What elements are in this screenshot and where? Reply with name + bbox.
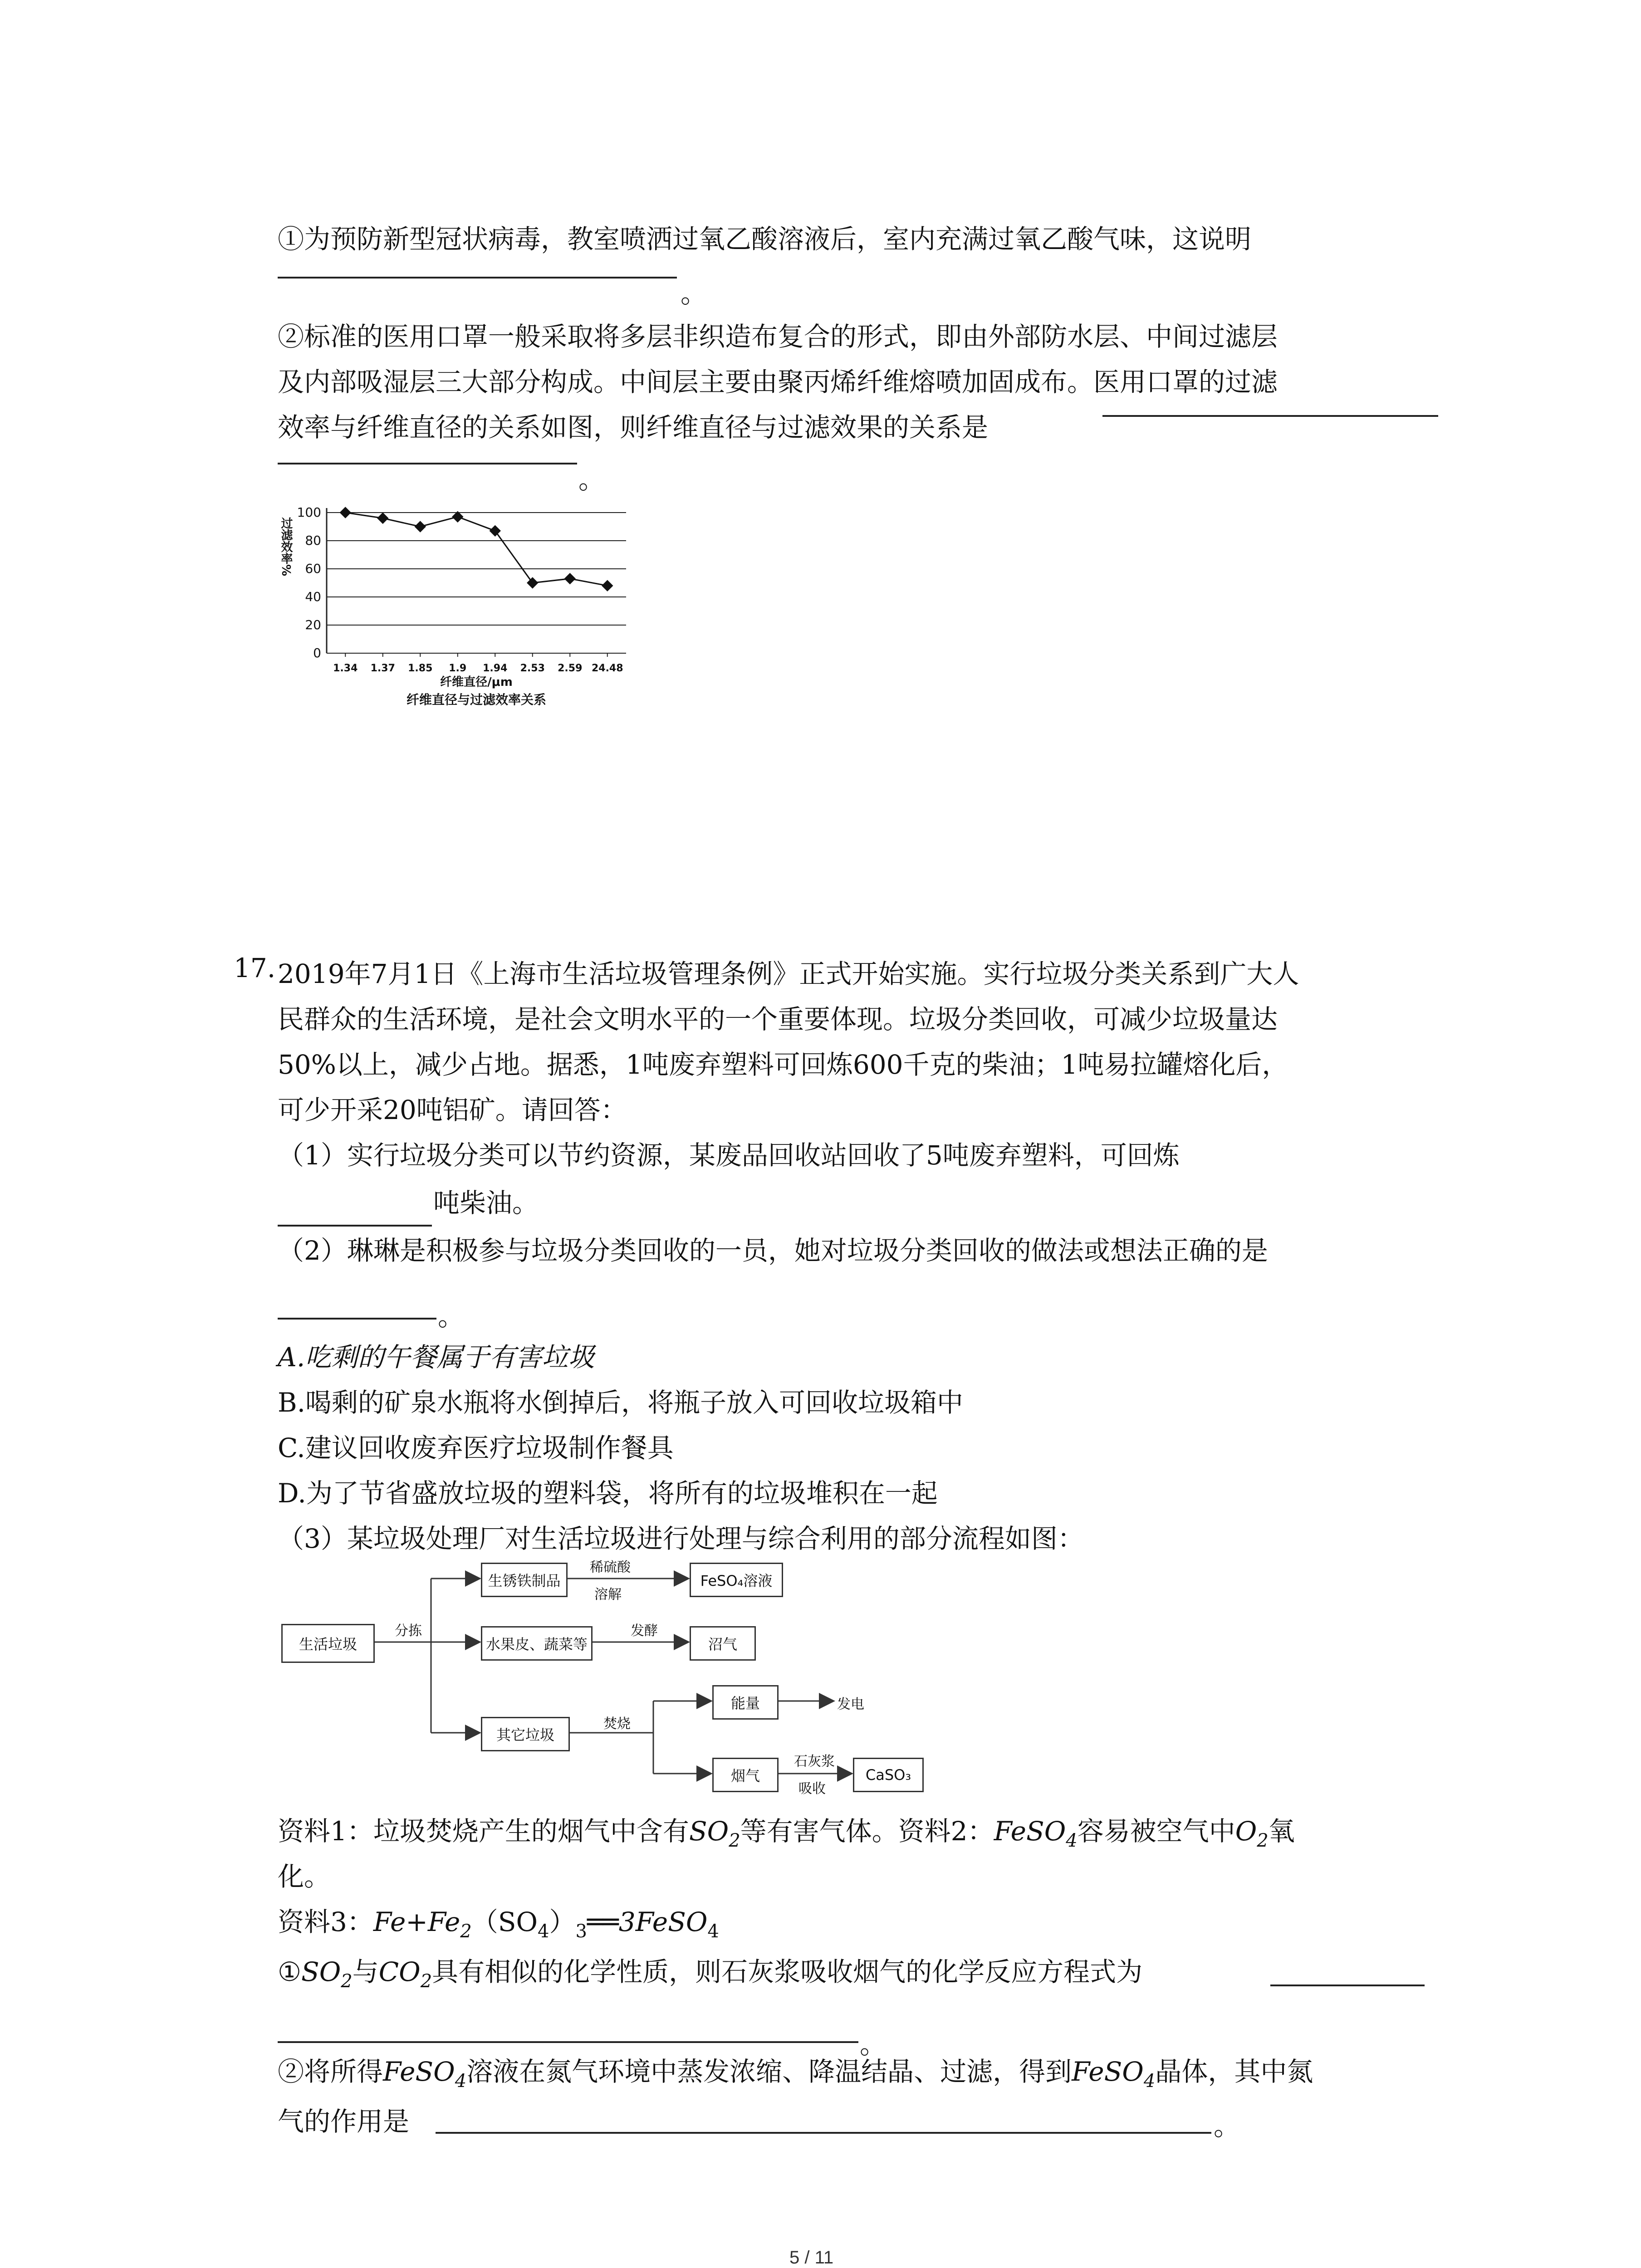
- q17-number: 17.: [234, 953, 276, 983]
- y-tick-label: 40: [305, 589, 321, 604]
- flow-b2-label: 发酵: [631, 1623, 658, 1639]
- flow-b3-out1-next: 发电: [837, 1696, 864, 1712]
- q3-1-c: 具有相似的化学性质，则石灰浆吸收烟气的化学反应方程式为: [432, 1956, 1143, 1987]
- q3-1-b: 与: [352, 1956, 379, 1987]
- q16-2-line1: ②标准的医用口罩一般采取将多层非织造布复合的形式，即由外部防水层、中间过滤层: [278, 321, 1278, 352]
- res3-eq: $Fe+Fe_2$: [373, 1906, 472, 1942]
- q17-sub3-line1: （3）某垃圾处理厂对生活垃圾进行处理与综合利用的部分流程如图：: [278, 1523, 1084, 1554]
- q16-2-end: 。: [578, 464, 605, 495]
- q17-sub2-end: 。: [438, 1301, 465, 1332]
- page-number: 5 / 11: [789, 2248, 834, 2268]
- answer-blank-17-3-2[interactable]: [436, 2132, 1211, 2134]
- data-point: [527, 577, 538, 588]
- y-tick-label: 0: [313, 645, 321, 660]
- q17-sub2-line1: （2）琳琳是积极参与垃圾分类回收的一员，她对垃圾分类回收的做法或想法正确的是: [278, 1235, 1268, 1266]
- res3-c: ）: [549, 1906, 576, 1937]
- q17-intro-line1: 2019年7月1日《上海市生活垃圾管理条例》正式开始实施。实行垃圾分类关系到广大人: [278, 958, 1299, 989]
- option-a: A.吃剩的午餐属于有害垃圾: [278, 1342, 595, 1373]
- flow-sort-label: 分拣: [395, 1623, 422, 1639]
- answer-blank-16-2a[interactable]: [1102, 415, 1438, 417]
- q16-1-end: 。: [681, 278, 707, 309]
- res3-a: 资料3：: [278, 1906, 373, 1937]
- q17-intro-line4: 可少开采20吨铝矿。请回答：: [278, 1095, 627, 1125]
- data-point: [415, 521, 426, 532]
- flow-b3-out2: 烟气: [712, 1758, 779, 1792]
- y-tick-label: 80: [305, 533, 321, 548]
- flow-b3-box: 其它垃圾: [481, 1717, 570, 1751]
- q16-2-line3: 效率与纤维直径的关系如图，则纤维直径与过滤效果的关系是: [278, 412, 989, 443]
- flow-b3-out1: 能量: [712, 1685, 779, 1720]
- chem-feso4: FeSO$_4$: [994, 1816, 1078, 1851]
- q17-intro-line2: 民群众的生活环境，是社会文明水平的一个重要体现。垃圾分类回收，可减少垃圾量达: [278, 1004, 1278, 1035]
- data-point: [340, 507, 351, 518]
- res1-c: 容易被空气中: [1077, 1816, 1235, 1847]
- q3-2-a: ②将所得: [278, 2056, 383, 2087]
- chem-o2: $O_2$: [1235, 1816, 1269, 1851]
- chart-title: 纤维直径与过滤效率关系: [406, 692, 547, 707]
- y-tick-label: 60: [305, 561, 321, 576]
- answer-blank-17-3-1b[interactable]: [278, 2041, 858, 2043]
- data-point: [564, 573, 576, 584]
- x-tick-label: 1.9: [449, 663, 467, 674]
- flow-b3-out2-label-bottom: 吸收: [798, 1781, 826, 1797]
- q17-intro-line3: 50%以上，减少占地。据悉，1吨废弃塑料可回炼600千克的柴油；1吨易拉罐熔化后，: [278, 1049, 1288, 1080]
- y-axis-label: 过滤效率%: [279, 517, 293, 577]
- chem-so2-b: $SO_2$: [301, 1956, 353, 1992]
- res1-a: 资料1：垃圾焚烧产生的烟气中含有: [278, 1816, 689, 1847]
- series-line: [345, 513, 607, 586]
- res3-d: ══3FeSO: [587, 1906, 708, 1937]
- q16-2-line2: 及内部吸湿层三大部分构成。中间层主要由聚丙烯纤维熔喷加固成布。医用口罩的过滤: [278, 367, 1278, 397]
- option-c: C.建议回收废弃医疗垃圾制作餐具: [278, 1432, 674, 1463]
- x-tick-label: 2.53: [520, 663, 545, 674]
- y-tick-label: 100: [297, 505, 321, 520]
- data-point: [377, 513, 388, 524]
- flow-b2-out: 沼气: [690, 1626, 756, 1661]
- answer-blank-16-1[interactable]: [278, 277, 677, 279]
- data-point: [602, 580, 613, 591]
- answer-blank-17-1[interactable]: [278, 1225, 432, 1227]
- q3-1-end: 。: [860, 2029, 887, 2060]
- flow-b3-out2-final: CaSO₃: [853, 1758, 924, 1792]
- q16-1-text: ①为预防新型冠状病毒，教室喷洒过氧乙酸溶液后，室内充满过氧乙酸气味，这说明: [278, 224, 1252, 254]
- chem-so2: $SO_2$: [689, 1816, 740, 1851]
- q3-2-c: 晶体，其中氮: [1155, 2056, 1313, 2087]
- x-tick-label: 2.59: [558, 663, 583, 674]
- x-axis-label: 纤维直径/μm: [440, 675, 513, 689]
- chem-co2: $CO_2$: [378, 1956, 432, 1992]
- answer-blank-17-2[interactable]: [278, 1318, 436, 1320]
- flowchart: [272, 1551, 953, 1805]
- res3-b: （SO: [471, 1906, 538, 1937]
- res1-b: 等有害气体。资料2：: [740, 1816, 994, 1847]
- q17-3-2-line: [278, 2050, 1313, 2092]
- flow-b1-out: FeSO₄溶液: [690, 1563, 783, 1597]
- flow-b1-box: 生锈铁制品: [481, 1563, 568, 1597]
- y-tick-label: 20: [305, 617, 321, 632]
- flow-b2-box: 水果皮、蔬菜等: [481, 1626, 593, 1661]
- q17-3-2-line2: 气的作用是: [278, 2106, 410, 2137]
- data-point: [490, 525, 501, 537]
- res1-d: 氧: [1268, 1816, 1295, 1847]
- answer-blank-17-3-1a[interactable]: [1270, 1984, 1425, 1986]
- q3-2-end: 。: [1214, 2111, 1240, 2141]
- resource-1-line2: 化。: [278, 1861, 331, 1892]
- q17-3-1-line: [278, 1950, 1142, 1992]
- resource-3-line: 资料3：$Fe+Fe_2(SO_4)_3══3FeSO_4$: [278, 1906, 719, 1942]
- answer-blank-16-2b[interactable]: [278, 463, 577, 464]
- option-b: B.喝剩的矿泉水瓶将水倒掉后，将瓶子放入可回收垃圾箱中: [278, 1387, 964, 1418]
- q17-sub1-line2: 吨柴油。: [433, 1188, 539, 1218]
- q3-1-a: ①: [278, 1956, 301, 1987]
- option-d: D.为了节省盛放垃圾的塑料袋，将所有的垃圾堆积在一起: [278, 1478, 938, 1509]
- chem-feso4-b: FeSO$_4$: [383, 2056, 467, 2092]
- flow-b1-label-bottom: 溶解: [594, 1587, 622, 1603]
- x-tick-label: 1.37: [370, 663, 395, 674]
- x-tick-label: 1.94: [483, 663, 508, 674]
- q17-sub1-line1: （1）实行垃圾分类可以节约资源，某废品回收站回收了5吨废弃塑料，可回炼: [278, 1140, 1180, 1171]
- chem-feso4-c: FeSO$_4$: [1072, 2056, 1156, 2092]
- flow-b1-label-top: 稀硫酸: [590, 1559, 631, 1575]
- q3-2-b: 溶液在氮气环境中蒸发浓缩、降温结晶、过滤，得到: [466, 2056, 1072, 2087]
- flow-b3-out2-label-top: 石灰浆: [794, 1754, 835, 1769]
- flow-start-box: 生活垃圾: [281, 1624, 375, 1663]
- x-tick-label: 24.48: [591, 663, 623, 674]
- resource-1-line: [278, 1810, 1295, 1851]
- filtration-chart: [272, 499, 635, 717]
- x-tick-label: 1.85: [408, 663, 433, 674]
- x-tick-label: 1.34: [333, 663, 358, 674]
- flow-b3-label: 焚烧: [603, 1716, 631, 1732]
